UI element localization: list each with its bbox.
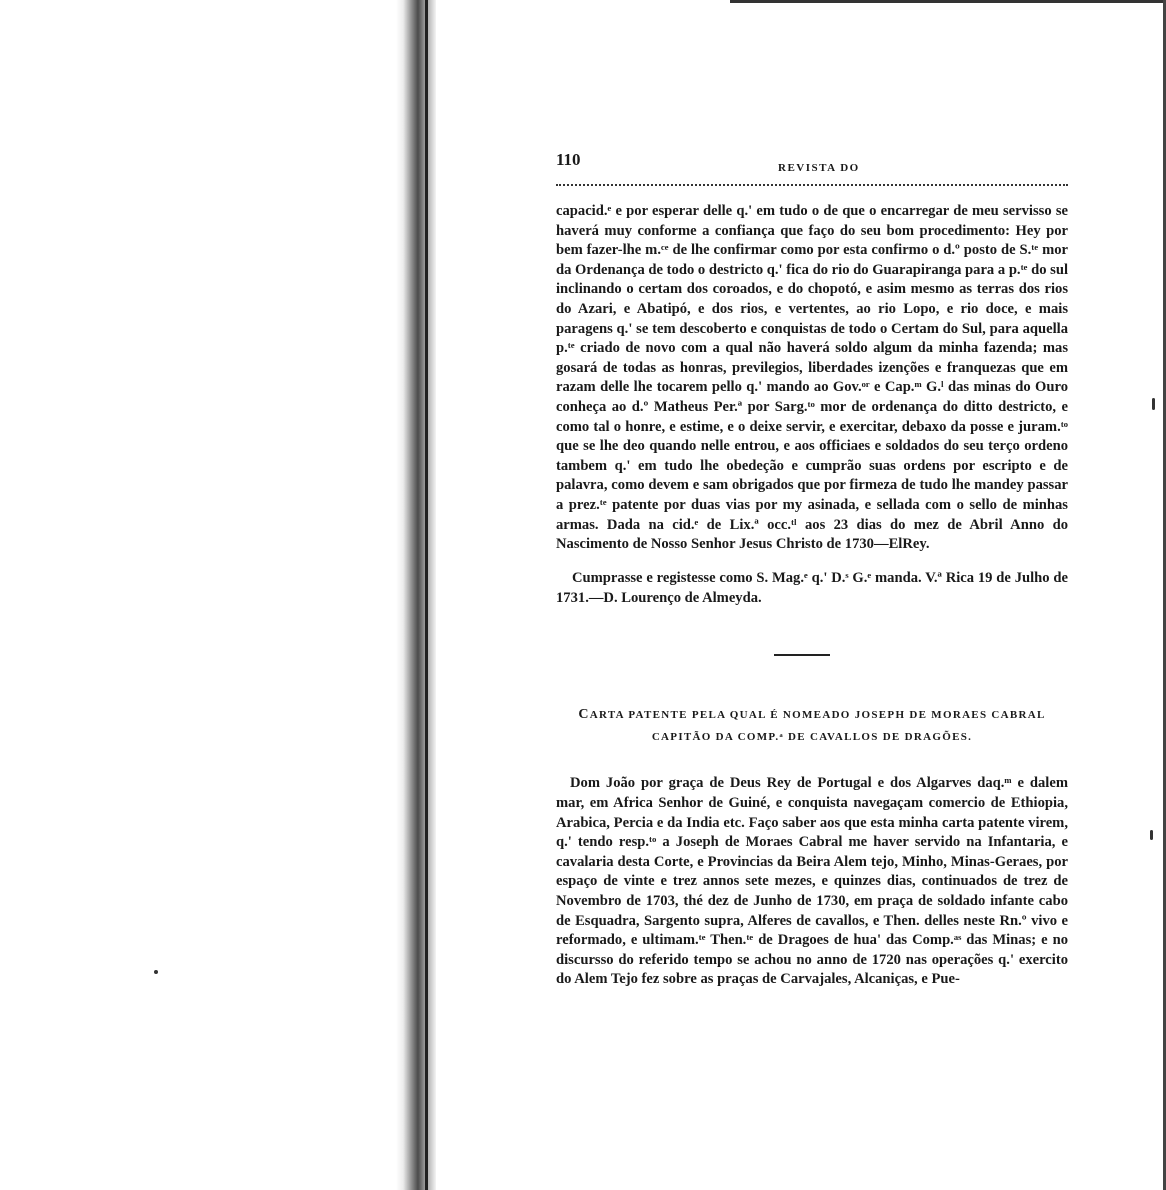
page-top-edge <box>730 0 1166 3</box>
page-header <box>556 150 1068 180</box>
body-paragraph-1: capacid.ᵉ e por esperar delle q.' em tudo o de que o encarregar de meu servisso se haverá muy conforme a confiança que faço do seu bom procedimento: Hey por bem fazer-lhe m.ᶜᵉ de lhe confirmar como por esta confirmo o d.º posto de S.ᵗᵉ mor da Ordenança de todo o destricto q.' fica do rio do Guarapiranga para a p.ᵗᵉ do sul inclinando o certam dos coroados, e do chopotó, e asim mesmo as terras dos rios do Azari, e Abatipó, e dos rios, e vertentes, ao rio Lopo, e rio doce, e mais paragens q.' se tem descoberto e conquistas de todo o Certam do Sul, para aquella p.ᵗᵉ criado de novo com a qual não haverá soldo algum da minha fazenda; mas gosará de todas as honras, previlegios, liberdades izenções e franquezas que em razam delle lhe tocarem pello q.' mando ao Gov.ᵒʳ e Cap.ᵐ G.ˡ das minas do Ouro conheça ao d.º Matheus Per.ª por Sarg.ᵗᵒ mor de ordenança do ditto destricto, e como tal o honre, e estime, e o deixe servir, e exercitar, debaxo da posse e juram.ᵗᵒ que se lhe deo quando nelle entrou, e aos officiaes e soldados do seu terço ordeno tambem q.' em tudo lhe obedeção e cumprão suas ordens por escripto e de palavra, como devem e sam obrigados que por firmeza de tudo lhe mandey passar a prez.ᵗᵉ patente por duas vias por my asinada, e sellada com o sello de minhas armas. Dada na cid.ᵉ de Lix.ª occ.ᵗˡ aos 23 dias do mez de Abril Anno do Nascimento de Nosso Senhor Jesus Christo de 1730—ElRey. <box>556 203 1069 553</box>
scan-speck <box>1150 830 1153 840</box>
heading-initial: C <box>578 707 590 723</box>
heading-line-1-text: ARTA PATENTE PELA QUAL É NOMEADO JOSEPH DE MORAES CABRAL <box>589 709 1046 722</box>
scan-speck <box>154 970 158 974</box>
book-spine-line <box>425 0 428 1190</box>
book-gutter-shadow <box>396 0 436 1190</box>
scan-speck <box>1152 398 1155 410</box>
section-heading-line-2: CAPITÃO DA COMP.ᵃ DE CAVALLOS DE DRAGÕES. <box>651 731 973 744</box>
body-paragraph-2: Cumprasse e registesse como S. Mag.ᵉ q.' D.ˢ G.ᵉ manda. V.ª Rica 19 de Julho de 1731.—D. Lourenço de Almeyda. <box>556 570 1068 606</box>
section-separator <box>774 654 830 656</box>
section-heading-line-1 <box>556 704 1068 726</box>
section-heading <box>556 704 1068 748</box>
body-paragraph-3: Dom João por graça de Deus Rey de Portugal e dos Algarves daq.ᵐ e dalem mar, em Africa Senhor de Guiné, e conquista navegaçam comercio de Ethiopia, Arabica, Percia e da India etc. Faço saber aos que esta minha carta patente virem, q.' tendo resp.ᵗᵒ a Joseph de Moraes Cabral me haver servido na Infantaria, e cavalaria desta Corte, e Provincias da Beira Alem tejo, Minho, Minas-Geraes, por espaço de vinte e trez annos sete mezes, e quinzes dias, continuados de trez de Novembro de 1703, thé dez de Junho de 1730, em praça de soldado infante cabo de Esquadra, Sargento supra, Alferes de cavallos, e Then. delles neste Rn.º vivo e reformado, e ultimam.ᵗᵉ Then.ᵗᵉ de Dragoes de hua' das Comp.ᵃˢ das Minas; e no discursso do referido tempo se achou no anno de 1720 nas operações q.' exercito do Alem Tejo fez sobre as praças de Carvajales, Alcaniças, e Pue- <box>556 775 1068 988</box>
running-title: REVISTA DO <box>778 162 860 174</box>
page-number: 110 <box>556 150 581 169</box>
book-page <box>556 150 1068 1005</box>
header-rule <box>556 184 1068 186</box>
